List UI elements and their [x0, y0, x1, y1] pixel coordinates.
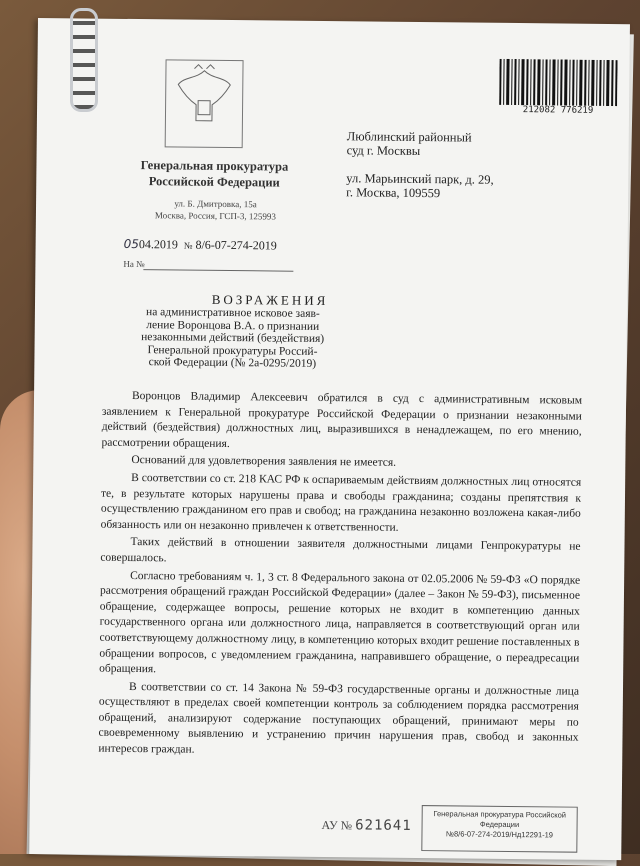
au-number: 621641	[355, 817, 412, 834]
subtitle-line: незаконными действий (бездействия)	[141, 331, 325, 346]
stamp-line-3: №8/6-07-274-2019/Нд12291-19	[445, 829, 554, 840]
paragraph: В соответствии со ст. 218 КАС РФ к оспариваемым действиям должностных лиц относятся те, в результате которых нарушены права и свободы гражданина; созданы препятствия к осуществлению гражданином его прав и свобод; на гражданина незаконно возложена какая-либо обязанность или он незаконно привлечен к ответственности.	[100, 471, 582, 534]
coat-of-arms-icon	[165, 59, 244, 148]
subtitle-line: ской Федерации (№ 2а-0295/2019)	[148, 356, 317, 370]
recipient-block	[346, 129, 494, 201]
reference-label: На №	[123, 258, 145, 270]
barcode	[499, 59, 617, 108]
stamp-line-2: Федерации	[479, 819, 520, 830]
document-page	[29, 18, 630, 860]
date-number-line	[124, 237, 277, 254]
paragraph: Воронцов Владимир Алексеевич обратился в суд с административным исковым заявлением к Генеральной прокуратуре Российской Федерации о признании незаконными действий (бездействия) должностных лиц, выразившихся в ненадлежащем, по его мнению, рассмотрении обращения.	[101, 390, 583, 450]
subtitle-line: ление Воронцова В.А. о признании	[146, 318, 320, 333]
paragraph: В соответствии со ст. 14 Закона № 59-ФЗ государственные органы и должностные лица осуществляют в пределах своей компетенции контроль за соблюдением порядка рассмотрения обращений, анализируют содержание поступающих обращений, принимают меры по своевременному выявлению и устранению причин нарушения прав, свобод и законных интересов граждан.	[98, 680, 580, 756]
date: 04.2019	[138, 237, 178, 252]
paragraph: Таких действий в отношении заявителя должностными лицами Генпрокуратуры не совершалось.	[100, 536, 581, 565]
address-line-1: ул. Б. Дмитровка, 15а	[174, 198, 257, 210]
document-body	[98, 389, 582, 765]
organization-address	[128, 197, 303, 223]
au-label: АУ №	[321, 818, 353, 833]
document-subtitle	[117, 306, 348, 371]
au-serial	[321, 817, 411, 834]
address-line-2: Москва, Россия, ГСП-3, 125993	[154, 210, 277, 222]
number-mark: №	[183, 240, 193, 251]
recipient-line-4: г. Москва, 109559	[346, 185, 441, 201]
recipient-line-2: суд г. Москвы	[346, 143, 421, 159]
barcode-number: 212082 776219	[522, 105, 594, 116]
stamp-line-1: Генеральная прокуратура Российской	[433, 809, 567, 820]
registration-stamp	[421, 805, 577, 853]
outgoing-number: 8/6-07-274-2019	[195, 237, 277, 253]
paragraph: Оснований для удовлетворения заявления не имеется.	[131, 454, 397, 470]
handwritten-day: 05	[123, 236, 139, 252]
paper-clip-icon	[70, 8, 98, 112]
recipient-line-3: ул. Марьинский парк, д. 29,	[346, 171, 494, 187]
org-line-2: Российской Федерации	[148, 174, 280, 190]
subtitle-line: Генеральной прокуратуры Россий-	[147, 343, 318, 358]
reference-line	[143, 269, 293, 272]
organization-name	[124, 157, 304, 191]
document-title: ВОЗРАЖЕНИЯ	[211, 291, 329, 309]
subtitle-line: на административное исковое заяв-	[146, 306, 320, 320]
paragraph: Согласно требованиям ч. 1, 3 ст. 8 Федерального закона от 02.05.2006 № 59-ФЗ «О порядке рассмотрения обращений граждан Российской Федерации» (далее – Закон № 59-ФЗ), письменное обращение, содержащее вопросы, решение которых не входит в компетенцию данных государственного органа или должностного лица, направляется в соответствующий орган или соответствующему должностному лицу, в компетенцию которых входит решение поставленных в обращении вопросов, с уведомлением гражданина, направившего обращение, о переадресации обращения.	[99, 569, 581, 676]
org-line-1: Генеральная прокуратура	[140, 158, 289, 174]
recipient-line-1: Люблинский районный	[346, 129, 472, 145]
